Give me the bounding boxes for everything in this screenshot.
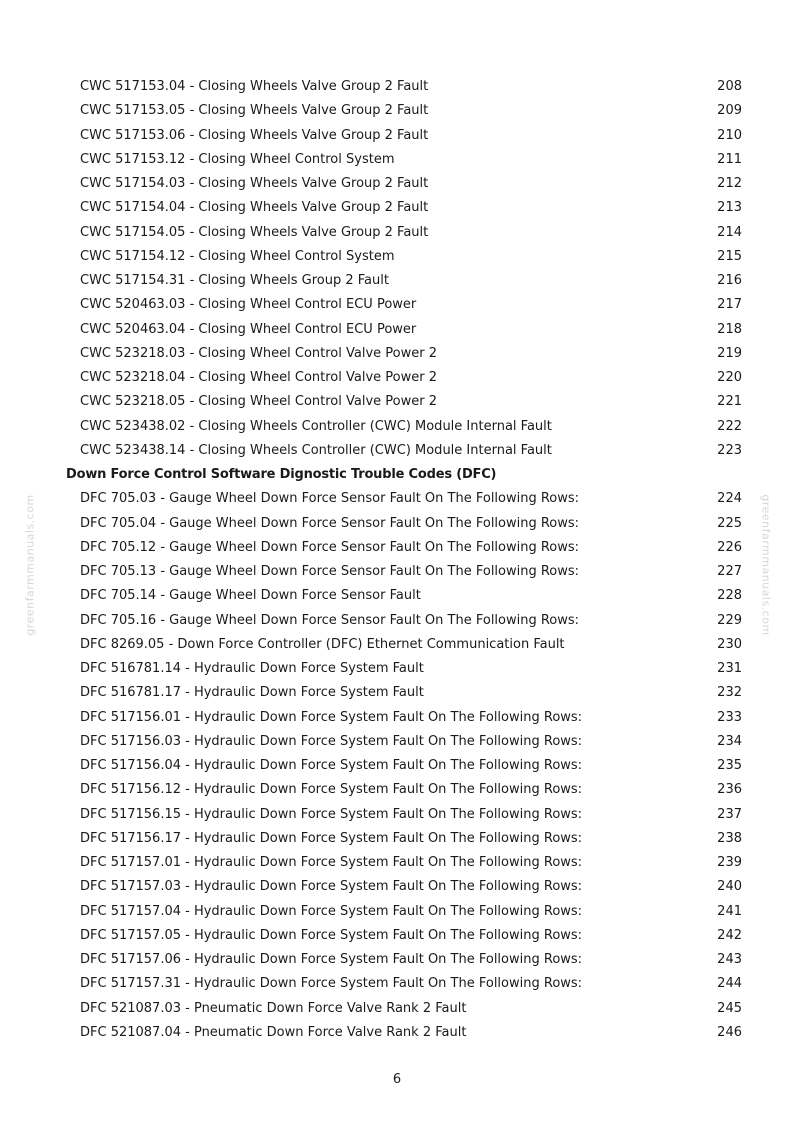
- toc-entry[interactable]: [0, 75, 794, 99]
- toc-entry[interactable]: [0, 875, 794, 899]
- toc-entry-page: 223: [717, 442, 742, 458]
- toc-entry-title: CWC 523438.02 - Closing Wheels Controller (CWC) Module Internal Fault: [80, 418, 552, 434]
- table-of-contents: [0, 75, 794, 1045]
- toc-entry[interactable]: [0, 803, 794, 827]
- toc-entry-title: CWC 517153.12 - Closing Wheel Control System: [80, 151, 395, 167]
- toc-entry[interactable]: [0, 172, 794, 196]
- toc-entry[interactable]: [0, 245, 794, 269]
- section-heading-title: Down Force Control Software Dignostic Trouble Codes (DFC): [66, 467, 497, 482]
- toc-entry[interactable]: [0, 706, 794, 730]
- toc-entry[interactable]: [0, 293, 794, 317]
- toc-entry-title: DFC 517157.01 - Hydraulic Down Force System Fault On The Following Rows:: [80, 855, 583, 870]
- toc-entry-page: 244: [717, 976, 742, 992]
- toc-entry-title: CWC 523218.05 - Closing Wheel Control Valve Power 2: [80, 394, 437, 410]
- toc-entry-page: 228: [717, 588, 742, 604]
- toc-entry-title: CWC 517153.04 - Closing Wheels Valve Group 2 Fault: [80, 79, 429, 94]
- toc-entry[interactable]: [0, 900, 794, 924]
- toc-entry[interactable]: [0, 997, 794, 1021]
- toc-entry-title: CWC 520463.03 - Closing Wheel Control ECU Power: [80, 297, 417, 313]
- toc-entry[interactable]: [0, 633, 794, 657]
- toc-entry-page: 227: [717, 564, 742, 579]
- toc-entry-title: CWC 517154.31 - Closing Wheels Group 2 Fault: [80, 273, 389, 288]
- toc-entry-page: 209: [717, 103, 742, 119]
- toc-entry-page: 208: [717, 79, 742, 94]
- toc-entry-title: CWC 523438.14 - Closing Wheels Controller (CWC) Module Internal Fault: [80, 442, 552, 458]
- toc-entry[interactable]: [0, 366, 794, 390]
- toc-entry[interactable]: [0, 196, 794, 220]
- toc-entry-title: DFC 705.12 - Gauge Wheel Down Force Sensor Fault On The Following Rows:: [80, 539, 580, 555]
- toc-entry-title: DFC 517157.31 - Hydraulic Down Force System Fault On The Following Rows:: [80, 976, 583, 992]
- toc-entry-page: 241: [717, 903, 742, 919]
- toc-entry-title: CWC 517154.12 - Closing Wheel Control System: [80, 248, 395, 264]
- toc-entry-title: DFC 517156.03 - Hydraulic Down Force System Fault On The Following Rows:: [80, 733, 583, 749]
- toc-entry[interactable]: [0, 1021, 794, 1045]
- toc-entry[interactable]: [0, 512, 794, 536]
- toc-entry[interactable]: [0, 415, 794, 439]
- toc-entry-page: 224: [717, 491, 742, 507]
- toc-entry-page: 234: [717, 733, 742, 749]
- toc-entry-title: DFC 705.04 - Gauge Wheel Down Force Sensor Fault On The Following Rows:: [80, 515, 580, 531]
- toc-entry-page: 219: [717, 345, 742, 361]
- toc-entry-page: 211: [717, 151, 742, 167]
- toc-entry-title: DFC 517157.06 - Hydraulic Down Force System Fault On The Following Rows:: [80, 952, 583, 967]
- toc-entry-title: DFC 521087.03 - Pneumatic Down Force Valve Rank 2 Fault: [80, 1000, 467, 1016]
- toc-entry-page: 215: [717, 248, 742, 264]
- toc-entry-title: CWC 523218.03 - Closing Wheel Control Valve Power 2: [80, 345, 437, 361]
- toc-entry-title: DFC 705.14 - Gauge Wheel Down Force Sensor Fault: [80, 588, 421, 604]
- toc-entry-page: 226: [717, 539, 742, 555]
- toc-entry[interactable]: [0, 536, 794, 560]
- toc-entry-page: 217: [717, 297, 742, 313]
- toc-group-dfc: [0, 487, 794, 1045]
- toc-group-cwc: [0, 75, 794, 463]
- watermark-right: greenfarmmanuals.com: [759, 494, 773, 636]
- page-number: 6: [392, 1072, 402, 1087]
- toc-entry[interactable]: [0, 439, 794, 463]
- toc-entry[interactable]: [0, 318, 794, 342]
- toc-entry-title: DFC 517157.04 - Hydraulic Down Force System Fault On The Following Rows:: [80, 903, 583, 919]
- toc-entry-page: 235: [717, 758, 742, 773]
- toc-entry-page: 240: [717, 879, 742, 895]
- toc-entry[interactable]: [0, 390, 794, 414]
- toc-entry[interactable]: [0, 221, 794, 245]
- toc-entry-title: DFC 517157.05 - Hydraulic Down Force System Fault On The Following Rows:: [80, 927, 583, 943]
- toc-entry-page: 245: [717, 1000, 742, 1016]
- toc-entry[interactable]: [0, 560, 794, 584]
- toc-entry-title: CWC 517154.04 - Closing Wheels Valve Group 2 Fault: [80, 200, 429, 216]
- toc-entry[interactable]: [0, 124, 794, 148]
- toc-entry[interactable]: [0, 778, 794, 802]
- toc-entry-title: DFC 8269.05 - Down Force Controller (DFC) Ethernet Communication Fault: [80, 636, 565, 652]
- toc-entry-page: 230: [717, 636, 742, 652]
- toc-entry-page: 214: [717, 224, 742, 240]
- toc-entry-page: 222: [717, 418, 742, 434]
- toc-entry[interactable]: [0, 754, 794, 778]
- toc-entry-page: 231: [717, 661, 742, 676]
- toc-entry[interactable]: [0, 487, 794, 511]
- toc-entry-title: DFC 517156.04 - Hydraulic Down Force System Fault On The Following Rows:: [80, 758, 583, 773]
- toc-entry[interactable]: [0, 924, 794, 948]
- toc-entry-page: 237: [717, 806, 742, 822]
- toc-entry-title: CWC 517154.03 - Closing Wheels Valve Group 2 Fault: [80, 176, 429, 191]
- toc-entry-title: CWC 517153.05 - Closing Wheels Valve Group 2 Fault: [80, 103, 429, 119]
- toc-entry[interactable]: [0, 342, 794, 366]
- toc-entry-page: 210: [717, 127, 742, 143]
- toc-entry-page: 216: [717, 273, 742, 288]
- toc-entry[interactable]: [0, 972, 794, 996]
- toc-entry-page: 218: [717, 321, 742, 337]
- toc-entry-page: 242: [717, 927, 742, 943]
- toc-entry-title: DFC 517157.03 - Hydraulic Down Force System Fault On The Following Rows:: [80, 879, 583, 895]
- toc-entry-page: 239: [717, 855, 742, 870]
- toc-entry-title: DFC 516781.14 - Hydraulic Down Force System Fault: [80, 661, 424, 676]
- toc-entry[interactable]: [0, 99, 794, 123]
- toc-entry-title: DFC 705.16 - Gauge Wheel Down Force Sensor Fault On The Following Rows:: [80, 612, 580, 628]
- toc-entry-title: DFC 705.03 - Gauge Wheel Down Force Sensor Fault On The Following Rows:: [80, 491, 580, 507]
- toc-entry-page: 212: [717, 176, 742, 191]
- toc-entry[interactable]: [0, 269, 794, 293]
- toc-entry-page: 233: [717, 709, 742, 725]
- toc-entry-title: CWC 520463.04 - Closing Wheel Control ECU Power: [80, 321, 417, 337]
- toc-entry-title: DFC 521087.04 - Pneumatic Down Force Valve Rank 2 Fault: [80, 1024, 467, 1040]
- watermark-left: greenfarmmanuals.com: [23, 494, 37, 636]
- toc-entry[interactable]: [0, 657, 794, 681]
- toc-entry-title: CWC 517153.06 - Closing Wheels Valve Group 2 Fault: [80, 127, 429, 143]
- toc-entry-title: DFC 517156.15 - Hydraulic Down Force System Fault On The Following Rows:: [80, 806, 583, 822]
- toc-section-heading[interactable]: [0, 463, 794, 487]
- toc-entry-page: 229: [717, 612, 742, 628]
- toc-entry-title: DFC 705.13 - Gauge Wheel Down Force Sensor Fault On The Following Rows:: [80, 564, 580, 579]
- toc-entry[interactable]: [0, 609, 794, 633]
- toc-entry-page: 221: [717, 394, 742, 410]
- toc-entry[interactable]: [0, 681, 794, 705]
- toc-entry[interactable]: [0, 584, 794, 608]
- toc-entry-title: CWC 517154.05 - Closing Wheels Valve Group 2 Fault: [80, 224, 429, 240]
- toc-entry[interactable]: [0, 948, 794, 972]
- toc-entry-page: 238: [717, 830, 742, 846]
- toc-entry-page: 232: [717, 685, 742, 701]
- toc-entry-page: 225: [717, 515, 742, 531]
- toc-entry-title: DFC 517156.01 - Hydraulic Down Force System Fault On The Following Rows:: [80, 709, 583, 725]
- toc-entry[interactable]: [0, 730, 794, 754]
- toc-entry-title: CWC 523218.04 - Closing Wheel Control Valve Power 2: [80, 370, 437, 385]
- toc-entry-title: DFC 517156.12 - Hydraulic Down Force System Fault On The Following Rows:: [80, 782, 583, 798]
- toc-entry-page: 243: [717, 952, 742, 967]
- toc-entry-page: 220: [717, 370, 742, 385]
- toc-entry-page: 246: [717, 1024, 742, 1040]
- toc-entry[interactable]: [0, 148, 794, 172]
- toc-entry-title: DFC 517156.17 - Hydraulic Down Force System Fault On The Following Rows:: [80, 830, 583, 846]
- toc-entry[interactable]: [0, 827, 794, 851]
- toc-entry-page: 236: [717, 782, 742, 798]
- toc-entry-page: 213: [717, 200, 742, 216]
- toc-entry[interactable]: [0, 851, 794, 875]
- toc-entry-title: DFC 516781.17 - Hydraulic Down Force System Fault: [80, 685, 424, 701]
